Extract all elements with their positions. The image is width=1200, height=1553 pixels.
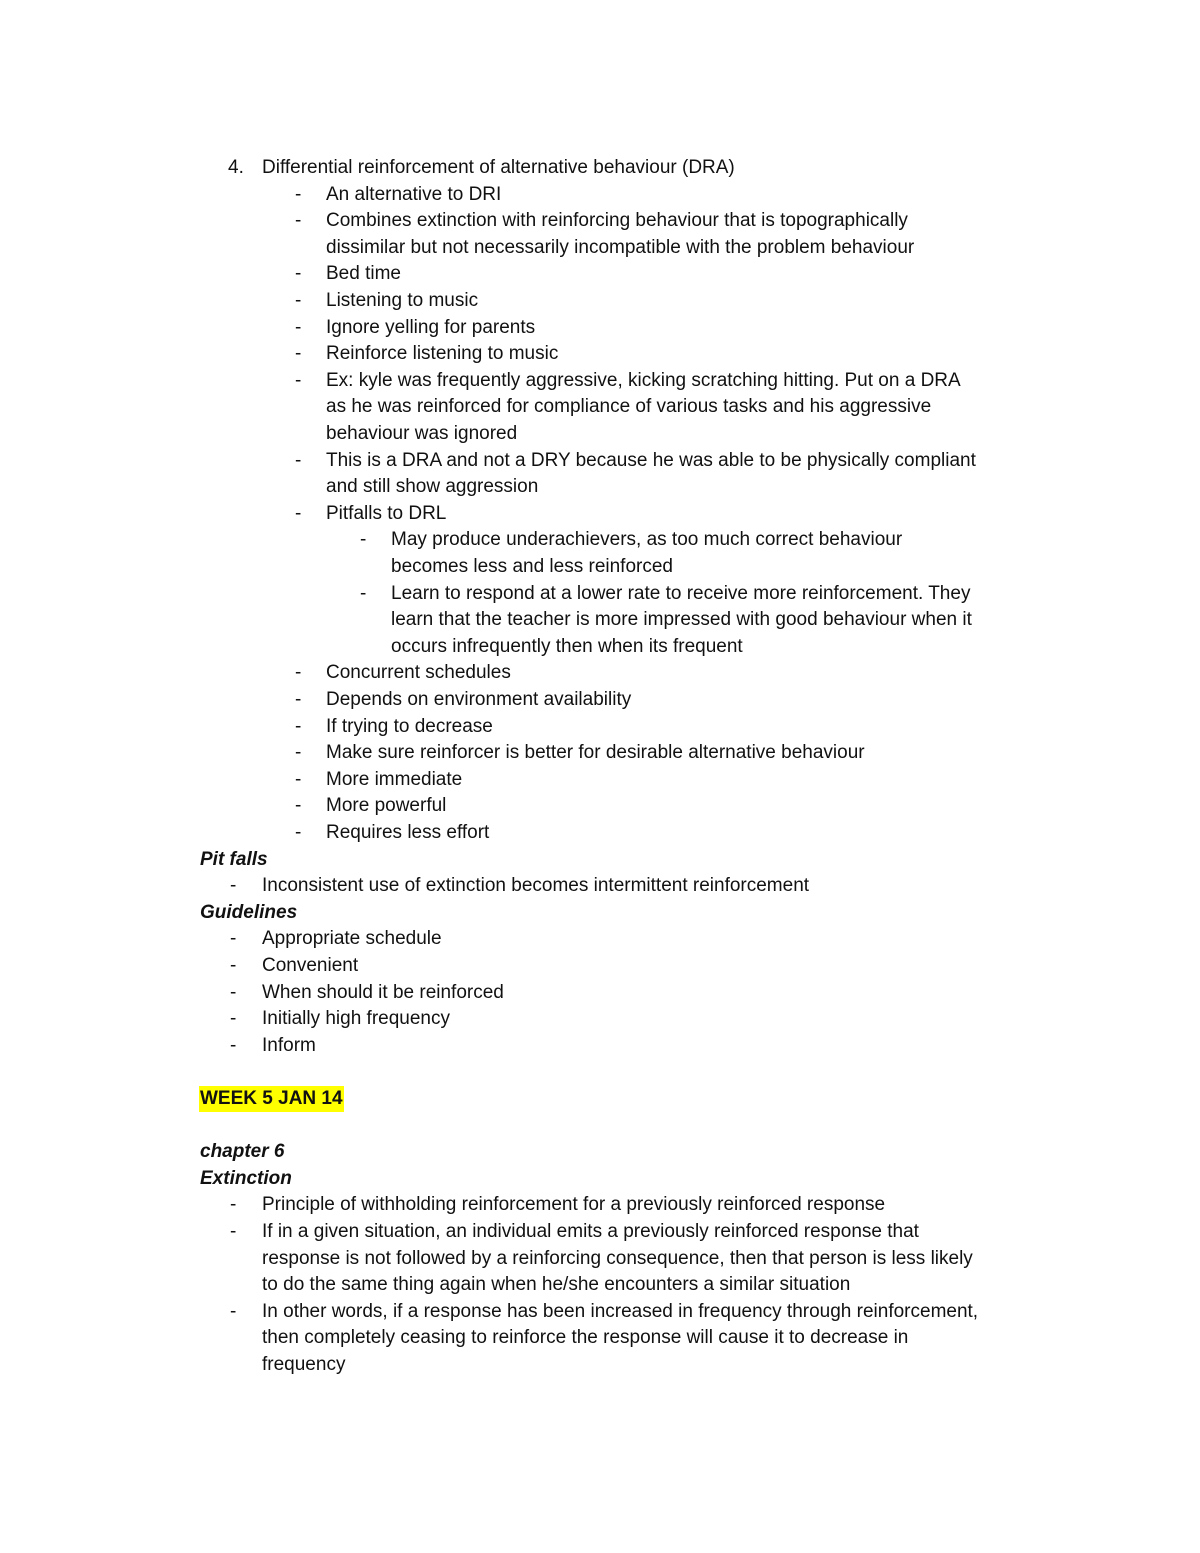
list-item: behaviour was ignored — [326, 423, 518, 444]
bullet-dash: - — [295, 343, 302, 365]
list-item: Initially high frequency — [262, 1008, 450, 1030]
bullet-dash: - — [230, 1008, 237, 1030]
bullet-dash: - — [230, 1221, 237, 1242]
list-item: Concurrent schedules — [326, 662, 511, 684]
list-item: Listening to music — [326, 290, 479, 311]
list-item: Pitfalls to DRL — [326, 502, 447, 524]
chapter-title: chapter 6 — [200, 1141, 285, 1163]
bullet-dash: - — [230, 875, 237, 897]
chapter-subtitle: Extinction — [200, 1167, 292, 1189]
list-item: If in a given situation, an individual emits a previously reinforced response that — [262, 1221, 919, 1242]
list-number: 4. — [228, 157, 244, 178]
bullet-dash: - — [230, 1034, 237, 1056]
sub-list-item: occurs infrequently then when its frequent — [391, 635, 743, 657]
bullet-dash: - — [295, 822, 302, 843]
sub-list-item: becomes less and less reinforced — [391, 556, 673, 577]
list-item: Depends on environment availability — [326, 689, 632, 710]
list-item: response is not followed by a reinforcing consequence, then that person is less likely — [262, 1247, 973, 1269]
bullet-dash: - — [295, 183, 302, 205]
bullet-dash: - — [295, 369, 302, 391]
list-item: Requires less effort — [326, 822, 490, 843]
list-item: Ex: kyle was frequently aggressive, kicking scratching hitting. Put on a DRA — [326, 369, 961, 391]
list-item: dissimilar but not necessarily incompatible with the problem behaviour — [326, 236, 915, 258]
list-item: Reinforce listening to music — [326, 343, 559, 365]
bullet-dash: - — [295, 290, 302, 311]
list-item: When should it be reinforced — [262, 981, 504, 1003]
bullet-dash: - — [230, 981, 237, 1003]
list-item: This is a DRA and not a DRY because he was able to be physically compliant — [326, 449, 976, 471]
bullet-dash: - — [295, 210, 302, 232]
bullet-dash: - — [295, 502, 302, 524]
sub-list-item: May produce underachievers, as too much correct behaviour — [391, 529, 903, 551]
list-item: as he was reinforced for compliance of various tasks and his aggressive — [326, 396, 932, 418]
list-item: Inform — [262, 1034, 316, 1056]
sub-list-item: learn that the teacher is more impressed with good behaviour when it — [391, 609, 972, 631]
bullet-dash: - — [230, 955, 237, 976]
guidelines-heading: Guidelines — [200, 901, 298, 923]
sub-list-item: Learn to respond at a lower rate to receive more reinforcement. They — [391, 582, 971, 604]
list-item: In other words, if a response has been increased in frequency through reinforcement, — [262, 1300, 979, 1322]
bullet-dash: - — [360, 582, 367, 604]
list-item: Make sure reinforcer is better for desirable alternative behaviour — [326, 742, 865, 764]
week-label: WEEK 5 JAN 14 — [199, 1086, 344, 1112]
list-item: If trying to decrease — [326, 715, 493, 737]
list-item: Ignore yelling for parents — [326, 316, 536, 338]
bullet-dash: - — [295, 316, 302, 338]
bullet-dash: - — [295, 742, 302, 764]
bullet-dash: - — [295, 689, 302, 710]
list-item: More powerful — [326, 795, 447, 817]
list-item: An alternative to DRI — [326, 183, 502, 205]
list-item: Convenient — [262, 955, 359, 976]
section-title: Differential reinforcement of alternative behaviour (DRA) — [262, 157, 735, 178]
bullet-dash: - — [295, 715, 302, 737]
list-item: More immediate — [326, 768, 463, 790]
list-item: Inconsistent use of extinction becomes intermittent reinforcement — [262, 875, 810, 897]
list-item: and still show aggression — [326, 476, 539, 498]
bullet-dash: - — [295, 768, 302, 790]
list-item: Principle of withholding reinforcement for a previously reinforced response — [262, 1194, 886, 1216]
list-item: Bed time — [326, 263, 401, 285]
bullet-dash: - — [230, 1194, 237, 1216]
list-item: then completely ceasing to reinforce the response will cause it to decrease in — [262, 1327, 909, 1349]
bullet-dash: - — [360, 529, 367, 551]
bullet-dash: - — [230, 1300, 237, 1322]
bullet-dash: - — [295, 795, 302, 817]
list-item: frequency — [262, 1354, 346, 1375]
bullet-dash: - — [295, 263, 302, 285]
bullet-dash: - — [295, 449, 302, 471]
list-item: to do the same thing again when he/she encounters a similar situation — [262, 1274, 851, 1296]
bullet-dash: - — [295, 662, 302, 684]
pitfalls-heading: Pit falls — [200, 848, 268, 870]
list-item: Combines extinction with reinforcing behaviour that is topographically — [326, 210, 908, 232]
bullet-dash: - — [230, 928, 237, 950]
list-item: Appropriate schedule — [262, 928, 442, 950]
